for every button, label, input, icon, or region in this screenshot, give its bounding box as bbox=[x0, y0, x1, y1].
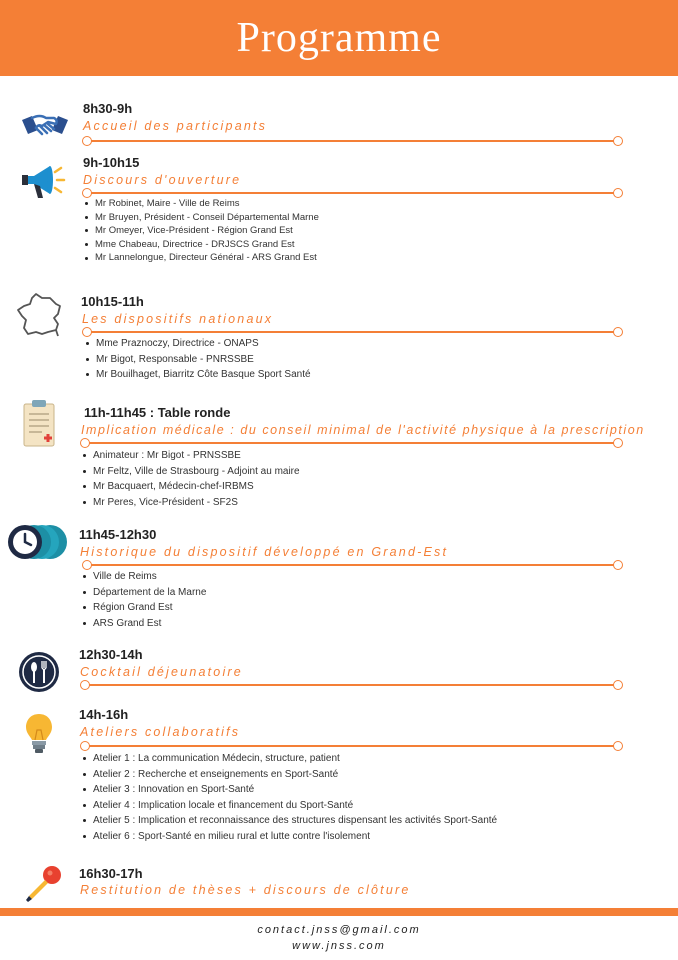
time-label: 11h45-12h30 bbox=[79, 527, 157, 542]
cutlery-icon bbox=[18, 651, 60, 693]
megaphone-icon bbox=[20, 160, 66, 204]
speaker-list bbox=[81, 569, 206, 631]
list-item: Atelier 3 : Innovation en Sport-Santé bbox=[81, 782, 497, 798]
list-item: Mr Bigot, Responsable - PNRSSBE bbox=[84, 352, 311, 368]
section-subtitle: Historique du dispositif développé en Grand-Est bbox=[80, 545, 449, 559]
header-banner bbox=[0, 0, 678, 76]
list-item: Mr Omeyer, Vice-Président - Région Grand Est bbox=[83, 224, 319, 238]
section-subtitle: Ateliers collaboratifs bbox=[80, 725, 241, 739]
speaker-list bbox=[84, 336, 311, 383]
france-map-icon bbox=[16, 292, 64, 338]
list-item: Mr Robinet, Maire - Ville de Reims bbox=[83, 197, 319, 211]
list-item: Mr Bruyen, Président - Conseil Départemental Marne bbox=[83, 211, 319, 225]
list-item: ARS Grand Est bbox=[81, 616, 206, 632]
timeline-line bbox=[85, 442, 618, 444]
time-label: 10h15-11h bbox=[81, 294, 144, 309]
list-item: Mr Feltz, Ville de Strasbourg - Adjoint au maire bbox=[81, 464, 300, 480]
workshop-list bbox=[81, 751, 497, 844]
speaker-list bbox=[81, 448, 300, 510]
list-item: Atelier 2 : Recherche et enseignements en Sport-Santé bbox=[81, 767, 497, 783]
list-item: Atelier 5 : Implication et reconnaissance des structures dispensant les activités Sport-Santé bbox=[81, 813, 497, 829]
time-label: 16h30-17h bbox=[79, 866, 143, 881]
list-item: Ville de Reims bbox=[81, 569, 206, 585]
time-label: 11h-11h45 : Table ronde bbox=[84, 405, 231, 420]
list-item: Mme Chabeau, Directrice - DRJSCS Grand Est bbox=[83, 238, 319, 252]
timeline-line bbox=[87, 331, 618, 333]
time-label: 14h-16h bbox=[79, 707, 129, 722]
list-item: Mr Bacquaert, Médecin-chef-IRBMS bbox=[81, 479, 300, 495]
time-label: 8h30-9h bbox=[83, 101, 133, 116]
clipboard-icon bbox=[22, 398, 58, 450]
list-item: Mr Peres, Vice-Président - SF2S bbox=[81, 495, 300, 511]
list-item: Atelier 1 : La communication Médecin, structure, patient bbox=[81, 751, 497, 767]
section-subtitle: Implication médicale : du conseil minimal de l'activité physique à la prescription bbox=[81, 423, 645, 437]
section-subtitle: Les dispositifs nationaux bbox=[82, 312, 274, 326]
timeline-line bbox=[85, 745, 618, 747]
microphone-icon bbox=[24, 864, 64, 904]
list-item: Atelier 6 : Sport-Santé en milieu rural et lutte contre l'isolement bbox=[81, 829, 497, 845]
section-subtitle: Cocktail déjeunatoire bbox=[80, 665, 243, 679]
section-subtitle: Accueil des participants bbox=[83, 119, 268, 133]
footer-email[interactable]: contact.jnss@gmail.com bbox=[257, 924, 421, 936]
time-label: 9h-10h15 bbox=[83, 155, 140, 170]
list-item: Mr Bouilhaget, Biarritz Côte Basque Sport Santé bbox=[84, 367, 311, 383]
lightbulb-icon bbox=[24, 712, 54, 756]
list-item: Département de la Marne bbox=[81, 585, 206, 601]
footer-website[interactable]: www.jnss.com bbox=[292, 940, 386, 952]
list-item: Région Grand Est bbox=[81, 600, 206, 616]
page-title: Programme bbox=[236, 15, 442, 61]
timeline-line bbox=[85, 684, 618, 686]
handshake-icon bbox=[20, 110, 70, 142]
clock-icon bbox=[6, 522, 68, 562]
list-item: Atelier 4 : Implication locale et financement du Sport-Santé bbox=[81, 798, 497, 814]
time-label: 12h30-14h bbox=[79, 647, 143, 662]
footer-bar bbox=[0, 908, 678, 916]
timeline-line bbox=[87, 192, 618, 194]
speaker-list bbox=[83, 197, 319, 265]
list-item: Mme Praznoczy, Directrice - ONAPS bbox=[84, 336, 311, 352]
list-item: Mr Lannelongue, Directeur Général - ARS Grand Est bbox=[83, 251, 319, 265]
section-subtitle: Restitution de thèses + discours de clôture bbox=[80, 883, 411, 897]
list-item: Animateur : Mr Bigot - PRNSSBE bbox=[81, 448, 300, 464]
section-subtitle: Discours d'ouverture bbox=[83, 173, 242, 187]
timeline-line bbox=[87, 140, 618, 142]
timeline-line bbox=[87, 564, 618, 566]
